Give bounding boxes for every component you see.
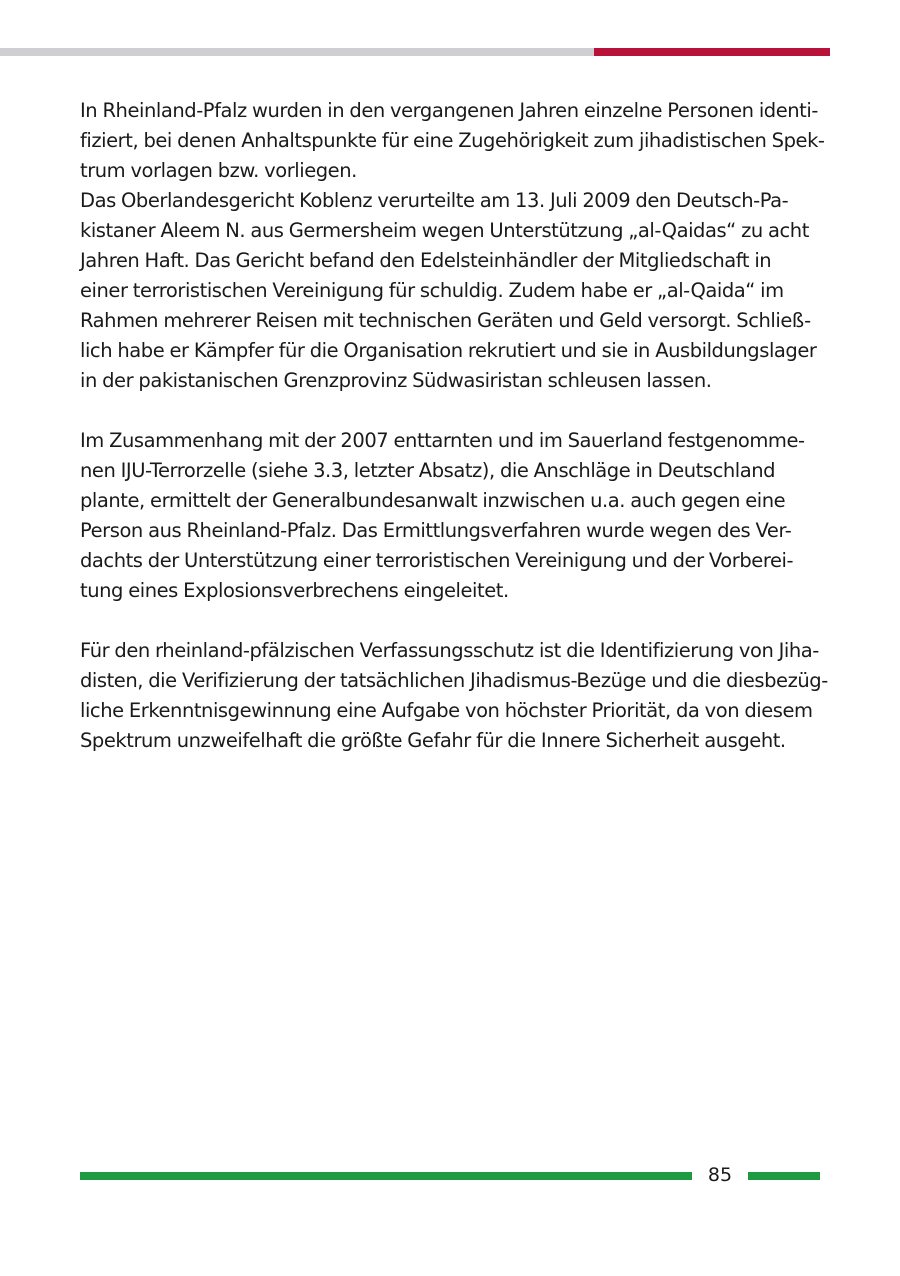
text-line: einer terroristischen Vereinigung für schuldig. Zudem habe er „al-Qaida“ im <box>80 279 784 302</box>
text-line: Spektrum unzweifelhaft die größte Gefahr für die Innere Sicherheit ausgeht. <box>80 729 786 752</box>
paragraph-spacer <box>80 396 825 426</box>
text-line: plante, ermittelt der Generalbundesanwalt inzwischen u.a. auch gegen eine <box>80 489 786 512</box>
paragraph-1 <box>80 96 825 186</box>
text-line: Für den rheinland-pfälzischen Verfassungsschutz ist die Identifizierung von Jiha- <box>80 639 819 662</box>
text-line: nen IJU-Terrorzelle (siehe 3.3, letzter Absatz), die Anschläge in Deutschland <box>80 459 776 482</box>
footer-rule-right <box>748 1172 820 1180</box>
paragraph-2 <box>80 186 825 396</box>
text-line: liche Erkenntnisgewinnung eine Aufgabe von höchster Priorität, da von diesem <box>80 699 813 722</box>
text-line: tung eines Explosionsverbrechens eingeleitet. <box>80 579 509 602</box>
footer-rule-left <box>80 1172 692 1180</box>
paragraph-4 <box>80 636 828 756</box>
header-rule-red <box>594 48 830 56</box>
page-number: 85 <box>707 1164 733 1186</box>
text-line: Person aus Rheinland-Pfalz. Das Ermittlungsverfahren wurde wegen des Ver- <box>80 519 792 542</box>
text-line: Im Zusammenhang mit der 2007 enttarnten und im Sauerland festgenomme- <box>80 429 805 452</box>
text-line: In Rheinland-Pfalz wurden in den vergangenen Jahren einzelne Personen identi- <box>80 99 818 122</box>
text-line: disten, die Verifizierung der tatsächlichen Jihadismus-Bezüge und die diesbezüg- <box>80 669 828 692</box>
text-line: dachts der Unterstützung einer terroristischen Vereinigung und der Vorberei- <box>80 549 794 572</box>
text-line: trum vorlagen bzw. vorliegen. <box>80 159 357 182</box>
paragraph-spacer <box>80 606 825 636</box>
text-line: in der pakistanischen Grenzprovinz Südwasiristan schleusen lassen. <box>80 369 712 392</box>
header-rule-grey <box>0 48 594 56</box>
text-line: fiziert, bei denen Anhaltspunkte für eine Zugehörigkeit zum jihadistischen Spek- <box>80 129 825 152</box>
text-line: Jahren Haft. Das Gericht befand den Edelsteinhändler der Mitgliedschaft in <box>80 249 772 272</box>
paragraph-3 <box>80 426 825 606</box>
text-line: lich habe er Kämpfer für die Organisation rekrutiert und sie in Ausbildungslager <box>80 339 817 362</box>
text-line: Das Oberlandesgericht Koblenz verurteilte am 13. Juli 2009 den Deutsch-Pa- <box>80 189 789 212</box>
document-body <box>80 96 828 756</box>
text-line: kistaner Aleem N. aus Germersheim wegen Unterstützung „al-Qaidas“ zu acht <box>80 219 809 242</box>
text-line: Rahmen mehrerer Reisen mit technischen Geräten und Geld versorgt. Schließ- <box>80 309 811 332</box>
